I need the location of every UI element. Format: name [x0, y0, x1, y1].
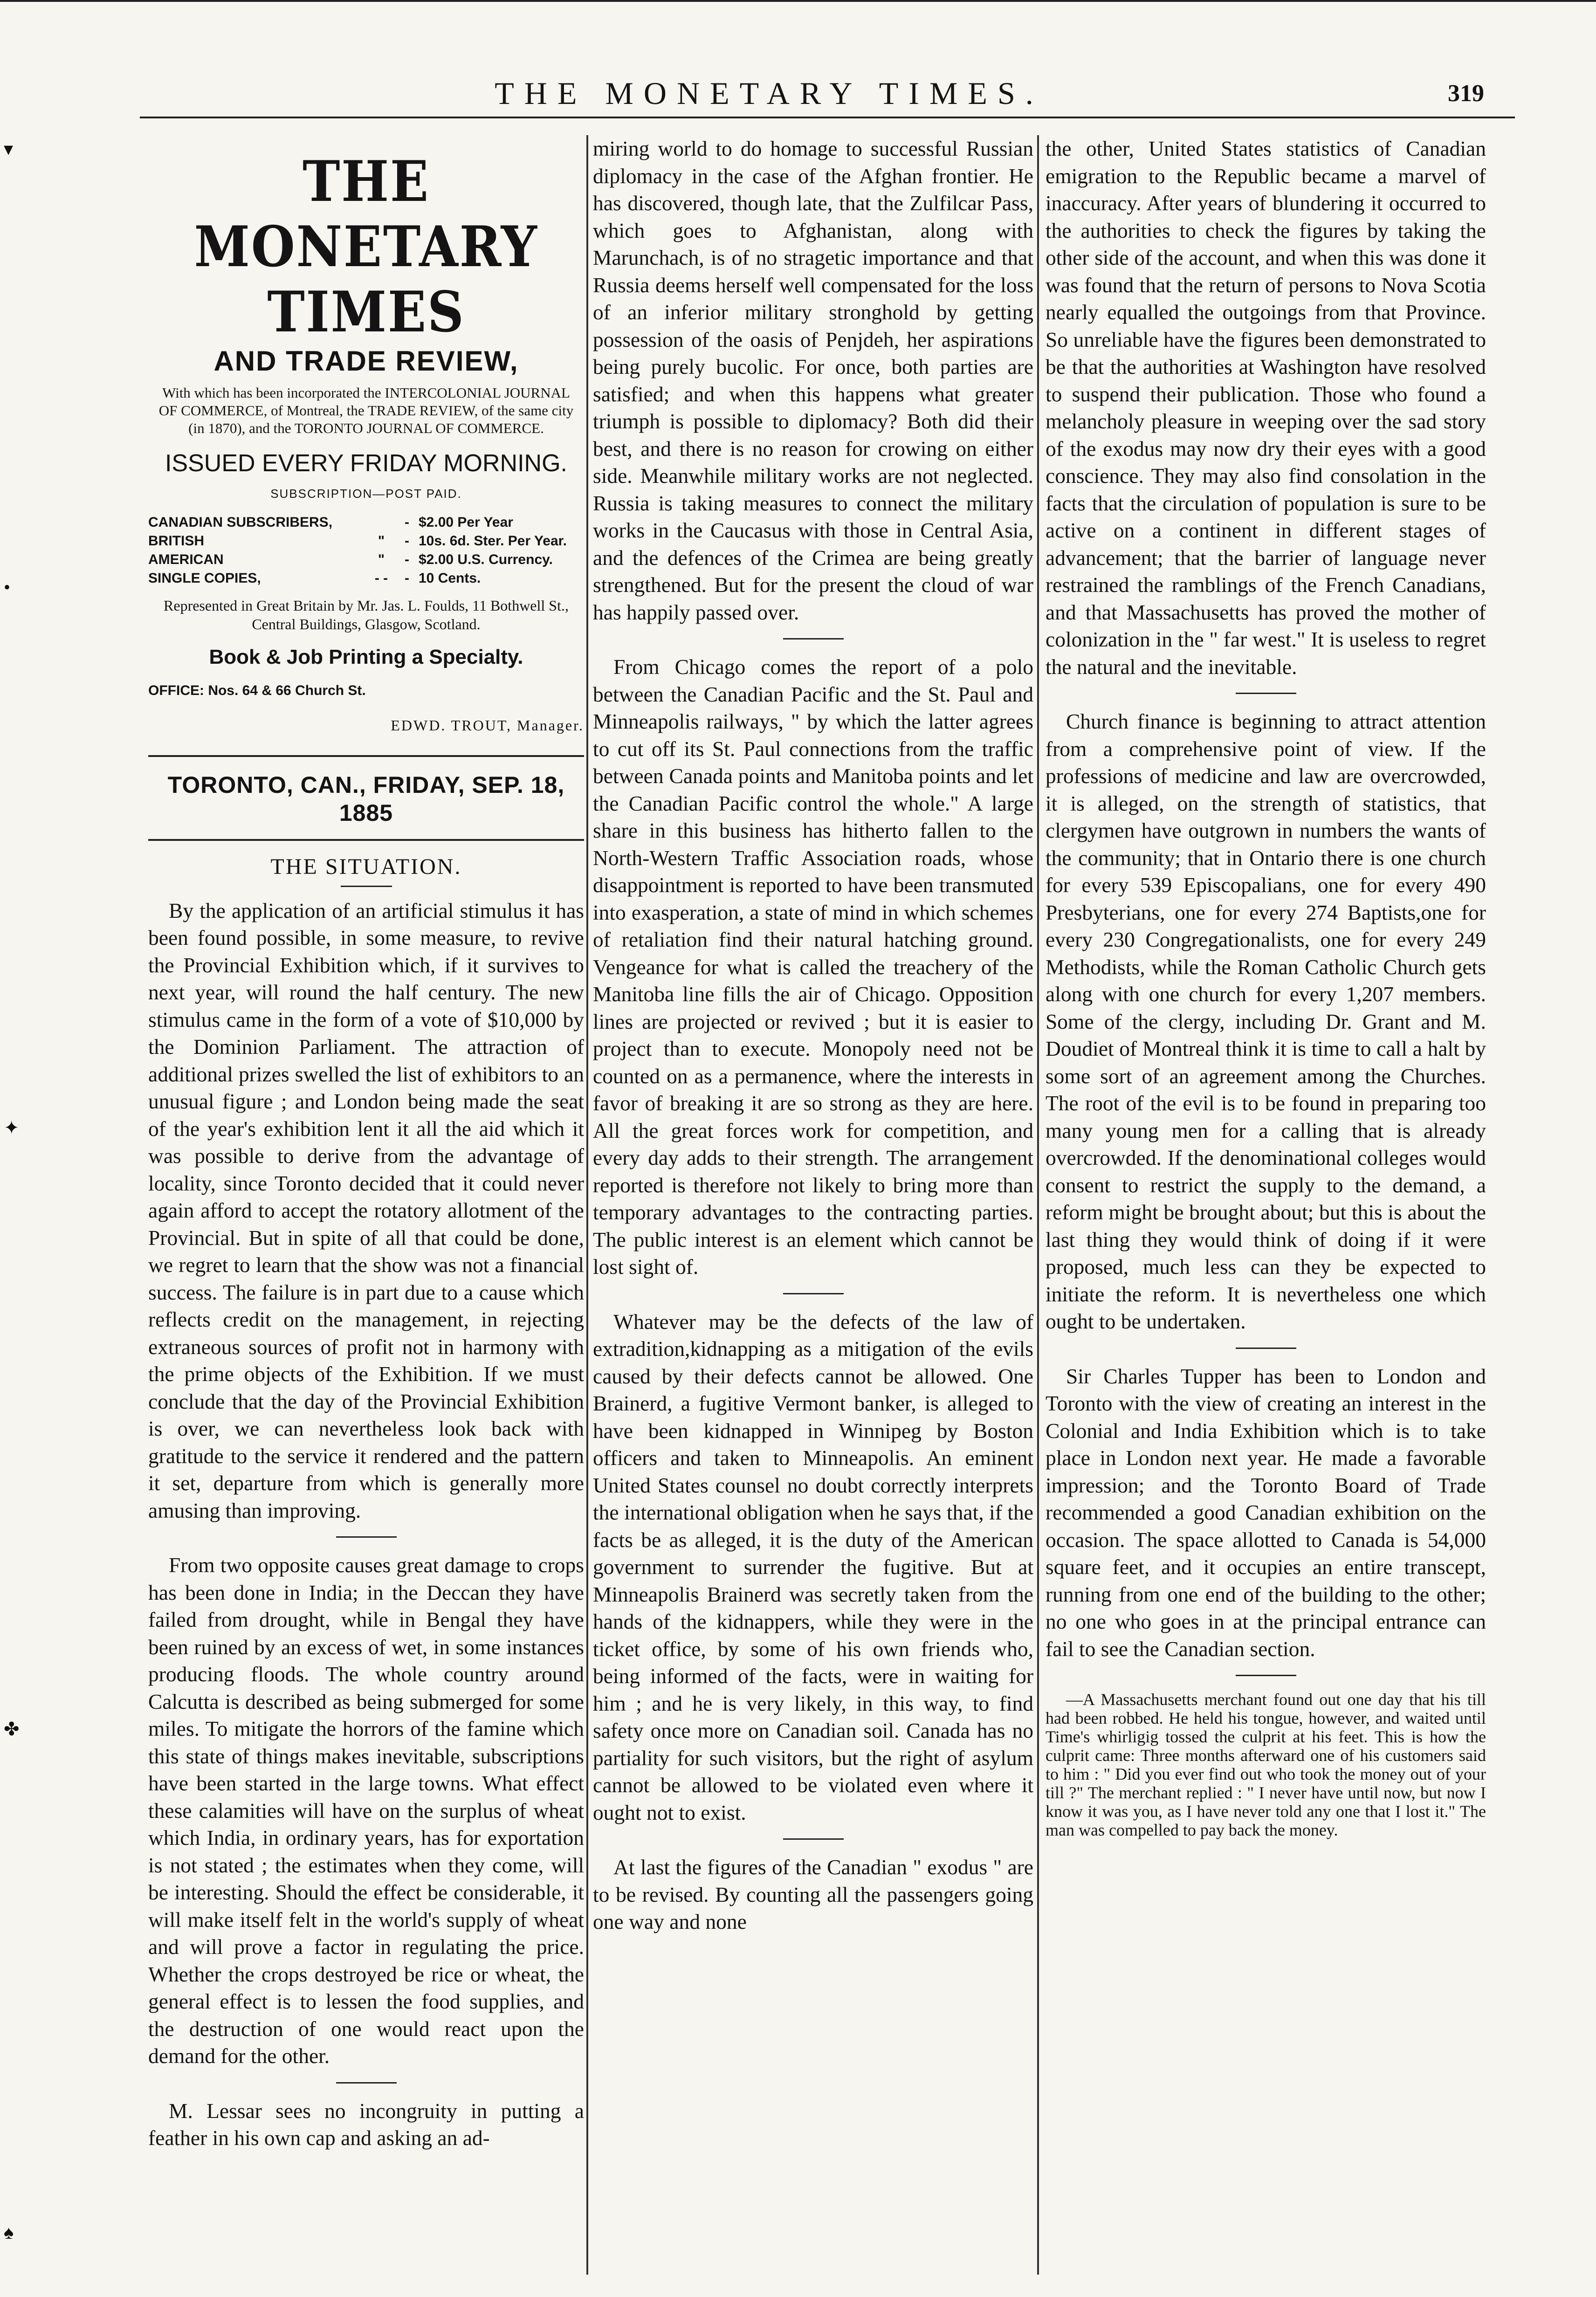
masthead	[148, 149, 584, 757]
article-separator	[336, 1536, 397, 1538]
rate-row	[148, 513, 584, 532]
masthead-incorporated-note: With which has been incorporated the INTERCOLONIAL JOURNAL OF COMMERCE, of Montreal, the TRADE REVIEW, of the same city (in 1870), and the TORONTO JOURNAL OF COMMERCE.	[158, 385, 574, 436]
column-divider	[1037, 135, 1039, 2275]
article-separator	[1236, 1675, 1296, 1676]
article-paragraph: By the application of an artificial stimulus it has been found possible, in some measure, to revive the Provincial Exhibition which, if it survives to next year, will round the half century. The new stimulus came in the form of a vote of $10,000 by the Dominion Parliament. The attraction of additional prizes swelled the list of exhibitors to an unusual figure ; and London being made the seat of the year's exhibition lent it all the aid which it was possible to derive from the advantage of locality, since Toronto decided that it could never again afford to accept the rotatory allotment of the Provincial. But in spite of all that could be done, we regret to learn that the show was not a financial success. The failure is in part due to a cause which reflects credit on the management, in rejecting extraneous sources of profit not in harmony with the prime objects of the Exhibition. If we must conclude that the day of the Provincial Exhibition is over, we can nevertheless look back with gratitude to the service it rendered and the pattern it set, departure from which is generally more amusing than improving.	[148, 898, 584, 1522]
article-separator	[336, 2082, 397, 2084]
masthead-rule	[148, 755, 584, 757]
page-header	[0, 0, 1596, 117]
column-3	[1046, 135, 1486, 2279]
masthead-manager: EDWD. TROUT, Manager.	[391, 717, 584, 734]
anecdote-paragraph: —A Massachusetts merchant found out one day that his till had been robbed. He held his tongue, however, and waited until Time's whirligig tossed the culprit at his feet. This is how the culprit came: Three months afterward one of his customers said to him : " Did you ever find out who took the money out of your till ?" The merchant replied : " I never have until now, but now I know it was you, as I have never told any one that I lost it." The man was compelled to pay back the money.	[1046, 1690, 1486, 1839]
rate-row	[148, 532, 584, 550]
running-title: THE MONETARY TIMES.	[495, 76, 1044, 111]
article-separator	[1236, 693, 1296, 694]
column-2	[593, 135, 1033, 2279]
column-1	[148, 135, 584, 2279]
rate-dash: -	[405, 570, 409, 586]
page-number: 319	[1448, 80, 1484, 107]
masthead-represented: Represented in Great Britain by Mr. Jas. L. Foulds, 11 Bothwell St., Central Buildings, Glasgow, Scotland.	[164, 597, 569, 633]
article-paragraph: miring world to do homage to successful Russian diplomacy in the case of the Afghan frontier. He has discovered, though late, that the Zulfilcar Pass, which goes to Afghanistan, along with Marunchach, is of no stragetic importance and that Russia deems herself well compensated for the loss of an inferior military stronghold by getting possession of the oasis of Penjdeh, her aspirations being purely bucolic. For once, both parties are satisfied; and when this happens what greater triumph is possible to diplomacy? Both did their best, and there is no reason for crowing on either side. Meanwhile military works are not neglected. Russia is taking measures to connect the military works in the Caucasus with those in Central Asia, and the defences of the Crimea are being greatly strengthened. But for the present the cloud of war has happily passed over.	[593, 137, 1033, 624]
subscription-rates	[148, 513, 584, 588]
masthead-book-job: Book & Job Printing a Specialty.	[209, 645, 523, 668]
dateline: TORONTO, CAN., FRIDAY, SEP. 18, 1885	[167, 771, 565, 826]
masthead-title: THE MONETARY TIMES	[194, 149, 538, 345]
masthead-issued: ISSUED EVERY FRIDAY MORNING.	[165, 450, 567, 477]
article-separator	[783, 1838, 844, 1840]
rate-ditto: "	[378, 551, 385, 567]
rate-ditto: - -	[374, 570, 388, 586]
rate-value: 10s. 6d. Ster. Per Year.	[419, 533, 567, 549]
article-paragraph: Church finance is beginning to attract attention from a comprehensive point of view. If the professions of medicine and law are overcrowded, it is alleged, on the strength of statistics, that clergymen have outgrown in numbers the wants of the community; that in Ontario there is one church for every 539 Episcopalians, one for every 490 Presbyterians, one for every 274 Baptists,one for every 230 Congregationalists, one for every 249 Methodists, while the Roman Catholic Church gets along with one church for every 1,207 members. Some of the clergy, including Dr. Grant and M. Doudiet of Montreal think it is time to call a halt by some sort of an agreement among the Churches. The root of the evil is to be found in preparing too many young men for a calling that is already overcrowded. If the denominational colleges would consent to restrict the supply to the demand, a reform might be brought about; but this is about the last thing they would think of doing if it were proposed, much less can they be expected to initiate the reform. It is nevertheless one which ought to be undertaken.	[1046, 709, 1486, 1333]
dateline-rule	[148, 839, 584, 841]
column-divider	[586, 135, 588, 2275]
article-paragraph: M. Lessar sees no incongruity in putting a feather in his own cap and asking an ad-	[148, 2098, 584, 2150]
rate-dash: -	[405, 551, 409, 567]
article-separator	[1236, 1348, 1296, 1349]
subscription-heading: SUBSCRIPTION—POST PAID.	[270, 487, 462, 501]
rate-value: $2.00 Per Year	[419, 514, 513, 530]
rate-label: AMERICAN	[148, 551, 224, 567]
rate-value: 10 Cents.	[419, 570, 481, 586]
article-paragraph: Sir Charles Tupper has been to London and Toronto with the view of creating an interest in the Colonial and India Exhibition which is to take place in London next year. He made a favorable impression; and the Toronto Board of Trade recommended a good Canadian exhibition on the occasion. The space allotted to Canada is 54,000 square feet, and it occupies an entire transcept, running from one end of the building to the other; no one who goes in at the principal entrance can fail to see the Canadian section.	[1046, 1364, 1486, 1661]
section-rule	[341, 886, 392, 887]
rate-dash: -	[405, 533, 409, 549]
article-paragraph: At last the figures of the Canadian " exodus " are to be revised. By counting all the passengers going one way and none	[593, 1855, 1033, 1933]
margin-mark: ✤	[4, 1719, 20, 1740]
rate-ditto	[367, 513, 395, 532]
article-paragraph: From two opposite causes great damage to crops has been done in India; in the Deccan they have failed from drought, while in Bengal they have been ruined by an excess of wet, in some instances producing floods. The whole country around Calcutta is described as being submerged for some miles. To mitigate the horrors of the famine which this state of things makes inevitable, subscriptions have been started in the large towns. What effect these calamities will have on the surplus of wheat which India, in ordinary years, has for exportation is not stated ; the estimates when they come, will be interesting. Should the effect be considerable, it will make itself felt in the world's supply of wheat and will prove a factor in regulating the price. Whether the crops destroyed be rice or wheat, the general effect is to lessen the food supplies, and the destruction of one would react upon the demand for the other.	[148, 1553, 584, 2068]
rate-row	[148, 569, 584, 588]
article-paragraph: From Chicago comes the report of a polo between the Canadian Pacific and the St. Paul and Minneapolis railways, " by which the latter agrees to cut off its St. Paul connections from the traffic between Canada points and Manitoba points and let the Canadian Pacific control the whole." A large share in this business has hitherto fallen to the North-Western Traffic Association roads, whose disappointment is reported to have been transmuted into exasperation, a state of mind in which schemes of retaliation find their natural hatching ground. Vengeance for what is called the treachery of the Manitoba line fills the air of Chicago. Opposition lines are projected or revived ; but it is easier to project than to execute. Monopoly need not be counted on as a permanence, where the interests in favor of breaking it are so strong as they are here. All the great forces work for competition, and every day adds to their strength. The arrangement reported is therefore not likely to bring more than temporary advantages to the contracting parties. The public interest is an element which cannot be lost sight of.	[593, 655, 1033, 1279]
article-separator	[783, 1293, 844, 1294]
article-separator	[783, 638, 844, 640]
rate-label: BRITISH	[148, 533, 204, 549]
rate-ditto: "	[378, 533, 385, 549]
top-rule	[0, 0, 1596, 2]
rate-label: SINGLE COPIES,	[148, 570, 261, 586]
section-title: THE SITUATION.	[270, 854, 462, 879]
rate-row	[148, 550, 584, 569]
header-rule	[140, 117, 1515, 118]
rate-label: CANADIAN SUBSCRIBERS,	[148, 514, 333, 530]
rate-dash: -	[405, 514, 409, 530]
margin-mark: ♠	[4, 2222, 14, 2243]
article-paragraph: Whatever may be the defects of the law of extradition,kidnapping as a mitigation of the evils caused by their defects cannot be allowed. One Brainerd, a fugitive Vermont banker, is alleged to have been kidnapped in Winnipeg by Boston officers and taken to Minneapolis. An eminent United States counsel no doubt correctly interprets the international obligation when he says that, if the facts be as alleged, it is the duty of the American government to surrender the fugitive. But at Minneapolis Brainerd was secretly taken from the hands of the kidnappers, while they were in the ticket office, by some of his own friends who, being informed of the facts, were in waiting for him ; and he is very likely, in this way, to find safety once more on Canadian soil. Canada has no partiality for such visitors, but the right of asylum cannot be allowed to be violated even where it ought not to exist.	[593, 1309, 1033, 1824]
masthead-subtitle: AND TRADE REVIEW,	[213, 345, 519, 377]
article-paragraph: the other, United States statistics of Canadian emigration to the Republic became a marvel of inaccuracy. After years of blundering it occurred to the authorities to check the figures by taking the other side of the account, and when this was done it was found that the return of persons to Nova Scotia nearly equalled the outgoings from that Province. So unreliable have the figures been demonstrated to be that the authorities at Washington have resolved to suspend their publication. Those who found a melancholy pleasure in weeping over the sad story of the exodus may now dry their eyes with a good conscience. They may also find consolation in the facts that the circulation of population is sure to be active on a continent in different stages of advancement; that the barrier of language never restrained the ramblings of the French Canadians, and that Massachusetts has proved the mother of colonization in the " far west." It is useless to regret the natural and the inevitable.	[1046, 137, 1486, 679]
masthead-office: OFFICE: Nos. 64 & 66 Church St.	[148, 682, 366, 698]
margin-mark: ▾	[4, 138, 14, 159]
rate-value: $2.00 U.S. Currency.	[419, 551, 553, 567]
margin-mark: ✦	[4, 1117, 20, 1138]
margin-mark: •	[4, 577, 11, 598]
